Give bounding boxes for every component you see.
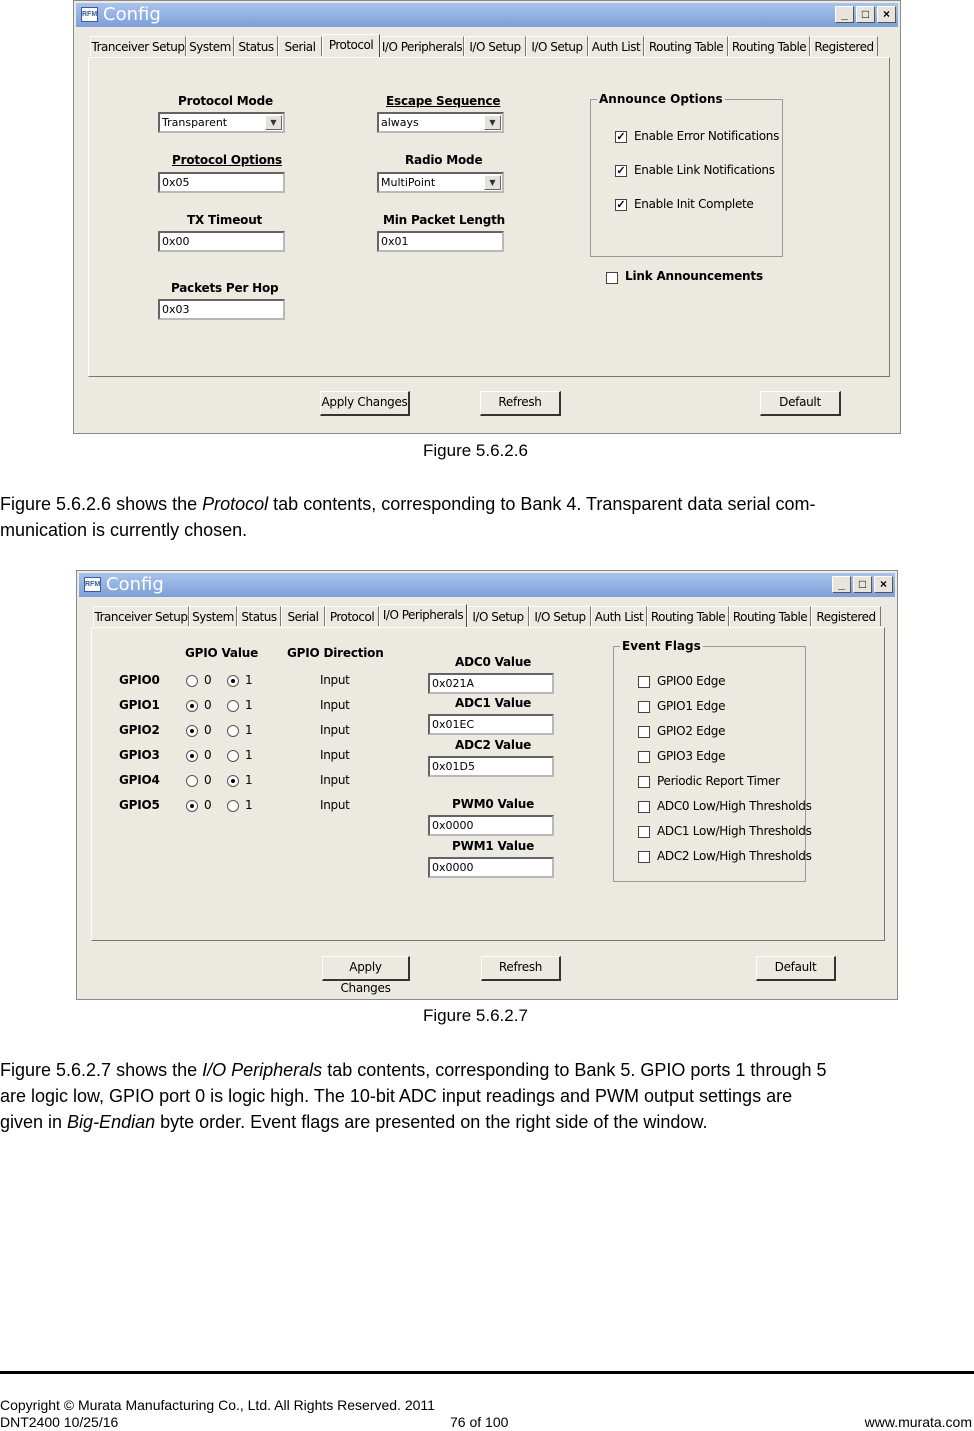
window-title: Config — [106, 574, 164, 595]
para1-line2: munication is currently chosen. — [0, 520, 248, 540]
min-packet-length-input[interactable]: 0x01 — [377, 231, 504, 252]
tab-routing-table-1[interactable]: Routing Table — [644, 36, 728, 56]
adc2-input[interactable]: 0x01D5 — [428, 756, 554, 777]
gpio-row — [77, 748, 377, 768]
gpio3-edge-checkbox[interactable] — [638, 751, 650, 763]
tab-registered[interactable]: Registered — [811, 606, 881, 626]
tab-system[interactable]: System — [189, 606, 237, 626]
minimize-button[interactable]: _ — [832, 576, 851, 593]
tab-serial[interactable]: Serial — [281, 606, 325, 626]
app-icon: RFM — [84, 577, 101, 592]
tab-protocol[interactable]: Protocol — [322, 34, 380, 57]
radio-label-1: 1 — [245, 798, 253, 812]
tab-system[interactable]: System — [186, 36, 234, 56]
window-title: Config — [103, 4, 161, 25]
default-button[interactable]: Default — [756, 956, 836, 981]
radio-label-0: 0 — [204, 748, 212, 762]
event-flags-title: Event Flags — [622, 639, 701, 653]
announce-options-title: Announce Options — [599, 92, 723, 106]
link-announcements-label: Link Announcements — [625, 269, 763, 283]
pwm1-input[interactable]: 0x0000 — [428, 857, 554, 878]
apply-changes-button[interactable]: Apply Changes — [322, 956, 410, 981]
radio-label-0: 0 — [204, 723, 212, 737]
adc1-thresholds-label: ADC1 Low/High Thresholds — [657, 824, 812, 838]
footer-rule — [0, 1371, 974, 1374]
tab-io-setup-1[interactable]: I/O Setup — [464, 36, 526, 56]
enable-link-notifications-label: Enable Link Notifications — [634, 163, 775, 177]
protocol-mode-value: Transparent — [162, 116, 228, 129]
protocol-mode-label: Protocol Mode — [178, 94, 273, 108]
escape-sequence-value: always — [381, 116, 419, 129]
gpio5-value-1-radio[interactable] — [227, 800, 239, 812]
gpio0-edge-checkbox[interactable] — [638, 676, 650, 688]
gpio1-edge-checkbox[interactable] — [638, 701, 650, 713]
radio-label-1: 1 — [245, 748, 253, 762]
radio-mode-value: MultiPoint — [381, 176, 436, 189]
protocol-options-label: Protocol Options — [172, 153, 282, 167]
para2-emphasis-2: Big-Endian — [67, 1112, 156, 1132]
radio-mode-select[interactable] — [377, 172, 504, 193]
adc2-label: ADC2 Value — [455, 738, 532, 752]
footer-copyright: Copyright © Murata Manufacturing Co., Ltd. All Rights Reserved. 2011 — [0, 1397, 435, 1413]
adc1-input[interactable]: 0x01EC — [428, 714, 554, 735]
para2-line2: are logic low, GPIO port 0 is logic high. The 10-bit ADC input readings and PWM output settings are — [0, 1086, 793, 1106]
radio-label-0: 0 — [204, 773, 212, 787]
radio-label-1: 1 — [245, 773, 253, 787]
gpio0-value-1-radio[interactable] — [227, 675, 239, 687]
tab-strip — [90, 34, 884, 56]
tab-io-peripherals[interactable]: I/O Peripherals — [380, 36, 464, 56]
maximize-button[interactable]: □ — [856, 6, 875, 23]
gpio-name: GPIO4 — [119, 773, 160, 787]
gpio-direction: Input — [320, 798, 350, 812]
enable-error-notifications-label: Enable Error Notifications — [634, 129, 780, 143]
config-window-io-peripherals — [76, 570, 898, 1000]
adc1-label: ADC1 Value — [455, 696, 532, 710]
gpio-row — [77, 698, 377, 718]
gpio-row — [77, 723, 377, 743]
para2-text: Figure 5.6.2.7 shows the — [0, 1060, 203, 1080]
packets-per-hop-label: Packets Per Hop — [171, 281, 279, 295]
gpio-direction: Input — [320, 723, 350, 737]
close-button[interactable]: × — [877, 6, 896, 23]
protocol-options-input[interactable]: 0x05 — [158, 172, 285, 193]
adc2-thresholds-label: ADC2 Low/High Thresholds — [657, 849, 812, 863]
minimize-button[interactable]: _ — [835, 6, 854, 23]
refresh-button[interactable]: Refresh — [481, 956, 561, 981]
gpio-name: GPIO3 — [119, 748, 160, 762]
title-bar[interactable] — [79, 573, 895, 597]
tab-io-setup-1[interactable]: I/O Setup — [467, 606, 529, 626]
gpio2-value-0-radio[interactable] — [186, 725, 198, 737]
tab-strip — [93, 604, 881, 626]
gpio-direction-header: GPIO Direction — [287, 646, 384, 660]
gpio-value-header: GPIO Value — [185, 646, 259, 660]
gpio0-edge-label: GPIO0 Edge — [657, 674, 726, 688]
refresh-button[interactable]: Refresh — [480, 391, 561, 416]
gpio3-value-1-radio[interactable] — [227, 750, 239, 762]
radio-label-1: 1 — [245, 698, 253, 712]
announce-options-group — [590, 92, 783, 257]
gpio-direction: Input — [320, 748, 350, 762]
gpio-name: GPIO1 — [119, 698, 160, 712]
enable-link-notifications-checkbox[interactable]: ✓ — [616, 165, 626, 177]
gpio3-value-0-radio[interactable] — [186, 750, 198, 762]
tx-timeout-label: TX Timeout — [187, 213, 263, 227]
escape-sequence-label: Escape Sequence — [386, 94, 501, 108]
tab-io-setup-2[interactable]: I/O Setup — [529, 606, 591, 626]
figure-caption-2: Figure 5.6.2.7 — [423, 1006, 528, 1025]
gpio1-value-1-radio[interactable] — [227, 700, 239, 712]
footer-doc-id: DNT2400 10/25/16 — [0, 1414, 119, 1430]
tab-io-peripherals[interactable]: I/O Peripherals — [379, 604, 467, 627]
gpio-row — [77, 773, 377, 793]
gpio2-edge-checkbox[interactable] — [638, 726, 650, 738]
packets-per-hop-input[interactable]: 0x03 — [158, 299, 285, 320]
paragraph-2 — [0, 1057, 827, 1135]
para1-text-2: tab contents, corresponding to Bank 4. Transparent data serial com- — [268, 494, 816, 514]
adc2-thresholds-checkbox[interactable] — [638, 851, 650, 863]
gpio2-edge-label: GPIO2 Edge — [657, 724, 726, 738]
gpio0-value-0-radio[interactable] — [186, 675, 198, 687]
default-button[interactable]: Default — [760, 391, 841, 416]
gpio4-value-1-radio[interactable] — [227, 775, 239, 787]
periodic-report-timer-checkbox[interactable] — [638, 776, 650, 788]
enable-init-complete-label: Enable Init Complete — [634, 197, 754, 211]
gpio3-edge-label: GPIO3 Edge — [657, 749, 726, 763]
para2-emphasis: I/O Peripherals — [202, 1060, 323, 1080]
enable-init-complete-checkbox[interactable]: ✓ — [616, 199, 626, 211]
link-announcements-checkbox[interactable] — [606, 272, 618, 284]
event-flags-group — [613, 639, 812, 882]
tab-auth-list[interactable]: Auth List — [591, 606, 647, 626]
gpio4-value-0-radio[interactable] — [186, 775, 198, 787]
adc1-thresholds-checkbox[interactable] — [638, 826, 650, 838]
pwm0-label: PWM0 Value — [452, 797, 535, 811]
tab-registered[interactable]: Registered — [810, 36, 878, 56]
para2-text-2: tab contents, corresponding to Bank 5. GPIO ports 1 through 5 — [322, 1060, 827, 1080]
gpio1-value-0-radio[interactable] — [186, 700, 198, 712]
dropdown-arrow-icon[interactable]: ▼ — [484, 115, 501, 130]
tab-routing-table-1[interactable]: Routing Table — [647, 606, 729, 626]
footer-url: www.murata.com — [864, 1414, 972, 1430]
tab-auth-list[interactable]: Auth List — [588, 36, 644, 56]
protocol-mode-select[interactable] — [158, 112, 285, 133]
tab-protocol[interactable]: Protocol — [325, 606, 379, 626]
gpio5-value-0-radio[interactable] — [186, 800, 198, 812]
paragraph-1 — [0, 491, 815, 543]
enable-error-notifications-checkbox[interactable]: ✓ — [616, 131, 626, 143]
para1-emphasis: Protocol — [202, 494, 269, 514]
periodic-report-timer-label: Periodic Report Timer — [657, 774, 780, 788]
adc0-thresholds-checkbox[interactable] — [638, 801, 650, 813]
tab-status[interactable]: Status — [237, 606, 281, 626]
gpio-name: GPIO5 — [119, 798, 160, 812]
para2-line3-post: byte order. Event flags are presented on the right side of the window. — [155, 1112, 708, 1132]
tab-routing-table-2[interactable]: Routing Table — [728, 36, 810, 56]
gpio-name: GPIO2 — [119, 723, 160, 737]
para1-text: Figure 5.6.2.6 shows the — [0, 494, 203, 514]
tab-tranceiver-setup[interactable]: Tranceiver Setup — [90, 36, 186, 56]
maximize-button[interactable]: □ — [853, 576, 872, 593]
tab-io-setup-2[interactable]: I/O Setup — [526, 36, 588, 56]
gpio-name: GPIO0 — [119, 673, 160, 687]
apply-changes-button[interactable]: Apply Changes — [320, 391, 410, 416]
radio-label-1: 1 — [245, 673, 253, 687]
pwm0-input[interactable]: 0x0000 — [428, 815, 554, 836]
min-packet-length-label: Min Packet Length — [383, 213, 505, 227]
pwm1-label: PWM1 Value — [452, 839, 535, 853]
tab-tranceiver-setup[interactable]: Tranceiver Setup — [93, 606, 189, 626]
radio-label-0: 0 — [204, 698, 212, 712]
radio-mode-label: Radio Mode — [405, 153, 483, 167]
tab-routing-table-2[interactable]: Routing Table — [729, 606, 811, 626]
title-bar[interactable] — [76, 3, 898, 27]
radio-label-0: 0 — [204, 673, 212, 687]
adc0-input[interactable]: 0x021A — [428, 673, 554, 694]
dropdown-arrow-icon[interactable]: ▼ — [265, 115, 282, 130]
tab-status[interactable]: Status — [234, 36, 278, 56]
close-button[interactable]: × — [874, 576, 893, 593]
footer-page-number: 76 of 100 — [450, 1414, 509, 1430]
config-window-protocol — [73, 0, 901, 434]
para2-line3-pre: given in — [0, 1112, 68, 1132]
gpio2-value-1-radio[interactable] — [227, 725, 239, 737]
gpio-direction: Input — [320, 673, 350, 687]
dropdown-arrow-icon[interactable]: ▼ — [484, 175, 501, 190]
adc0-thresholds-label: ADC0 Low/High Thresholds — [657, 799, 812, 813]
adc0-label: ADC0 Value — [455, 655, 532, 669]
radio-label-0: 0 — [204, 798, 212, 812]
escape-sequence-select[interactable] — [377, 112, 504, 133]
gpio1-edge-label: GPIO1 Edge — [657, 699, 726, 713]
radio-label-1: 1 — [245, 723, 253, 737]
gpio-direction: Input — [320, 698, 350, 712]
gpio-row — [77, 673, 377, 693]
tab-serial[interactable]: Serial — [278, 36, 322, 56]
figure-caption-1: Figure 5.6.2.6 — [423, 441, 528, 460]
tx-timeout-input[interactable]: 0x00 — [158, 231, 285, 252]
gpio-row — [77, 798, 377, 818]
gpio-direction: Input — [320, 773, 350, 787]
app-icon: RFM — [81, 7, 98, 22]
